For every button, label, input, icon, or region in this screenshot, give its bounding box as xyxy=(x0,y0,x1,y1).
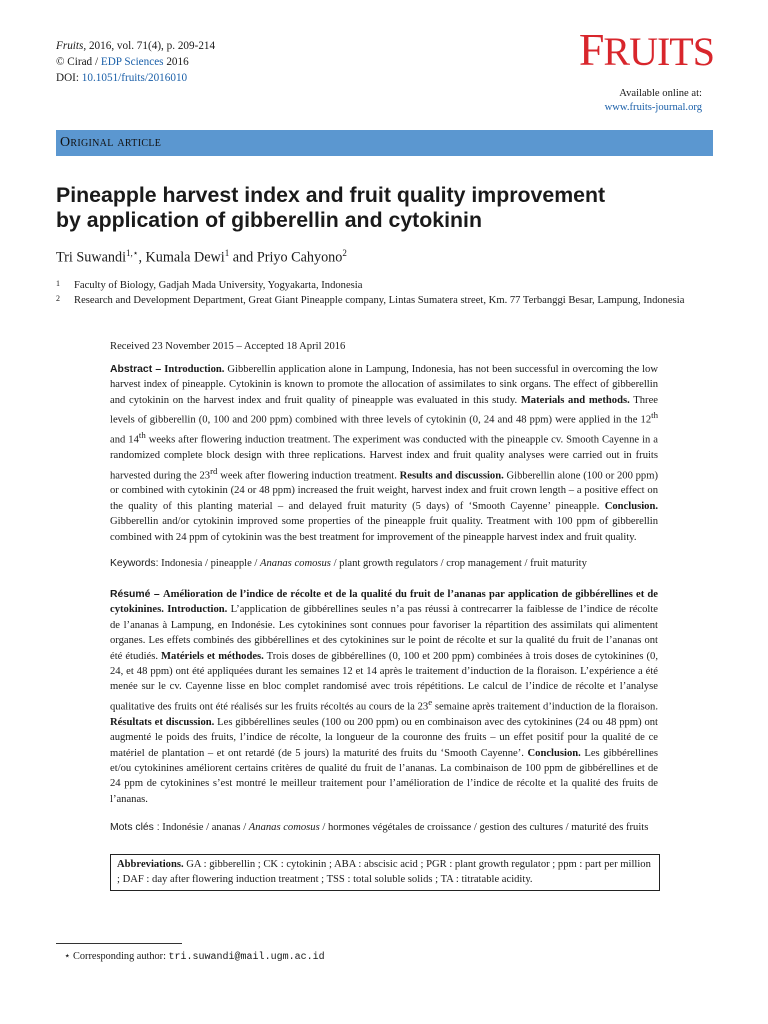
abstract-intro-text: Gibberellin application alone in Lampung, Indonesia, has not been successful in overcoming the low harvest index of pineapple. Cytokinin is known to promote the allocation of assimilates to sink organs. The effect of gibberellin and cytokinin on the harvest index and fruit quality of pineapple was evaluated in this study. xyxy=(110,364,658,406)
keywords-text: / plant growth regulators / crop management / fruit maturity xyxy=(330,558,587,569)
resume-intro-text: L’application de gibbérellines seules n’a pas réussi à contrecarrer la faiblesse de l’indice de récolte de l’ananas à Lampung, en Indonésie. Les cytokinines sont connues pour favoriser la répartition des assimilats qui alimentent organes. Les effets combinés des gibbérellines et des cytokinines sur le point de récolte et sur la qualité du fruit de l’ananas ont été étudiés. xyxy=(110,604,658,662)
affiliation-item xyxy=(56,279,706,294)
section-label: Original article xyxy=(60,135,162,150)
author-1: Tri Suwandi xyxy=(56,249,127,266)
publisher-link[interactable]: EDP Sciences xyxy=(100,56,164,68)
copyright-prefix: © Cirad / xyxy=(56,56,101,68)
author-2-affil: 1 xyxy=(224,248,230,258)
resume-label: Résumé – xyxy=(110,589,164,600)
journal-logo xyxy=(578,24,714,75)
affiliation-item xyxy=(56,294,706,309)
doi-link[interactable]: 10.1051/fruits/2016010 xyxy=(81,72,188,84)
abstract-label: Abstract – xyxy=(110,364,165,375)
abbreviations-label: Abbreviations. xyxy=(117,859,184,870)
citation-block xyxy=(56,38,215,86)
abstract-methods-text: weeks after flowering induction treatment. The experiment was conducted with the pineapple cv. Smooth Cayenne in a randomized complete block design with three replications. Harvest index and fruit quality analyses were carried out in fruits harvested during the 23 xyxy=(110,434,658,482)
footnote-label: Corresponding author: xyxy=(70,951,169,962)
doi-line xyxy=(56,70,215,86)
abbreviations-text: GA : gibberellin ; CK : cytokinin ; ABA : abscisic acid ; PGR : plant growth regulator ; ppm : part per million ; DAF : day after flowering induction treatment ; TSS : total soluble solids ; TA : titratable acidity. xyxy=(117,859,651,886)
logo-rest: RUITS xyxy=(603,29,714,74)
copyright-line xyxy=(56,54,215,70)
availability-label: Available online at: xyxy=(619,88,702,99)
keywords xyxy=(110,556,658,571)
volume-info: , 2016, vol. 71(4), p. 209-214 xyxy=(83,40,216,52)
footnote-marker: ⋆ xyxy=(64,951,71,962)
superscript: rd xyxy=(210,465,218,476)
affiliation-text: Faculty of Biology, Gadjah Mada University, Yogyakarta, Indonesia xyxy=(74,280,363,291)
citation-line xyxy=(56,38,215,54)
author-3: Priyo Cahyono xyxy=(256,249,343,266)
resume xyxy=(110,587,658,807)
abstract-methods-text: Three levels of gibberellin (0, 100 and 200 ppm) combined with three levels of cytokinin (0, 24 and 48 ppm) were applied in the 12 xyxy=(110,394,658,426)
resume-results-text: Les gibbérellines seules (100 ou 200 ppm) ou en combinaison avec des cytokinines (24 ou 48 ppm) ont augmenté le poids des fruits, l’indice de récolte, la longueur de la couronne des fruits – un effet positif pour la qualité de ce matériel de plantation – et ont retardé (de 5 jours) la maturité des fruits du ‘Smooth Cayenne’. xyxy=(110,716,658,759)
mots-cles-label: Mots clés : xyxy=(110,822,160,833)
author-2: Kumala Dewi xyxy=(145,249,225,266)
resume-results-heading: Résultats et discussion. xyxy=(110,716,215,728)
mots-cles-text: Indonésie / ananas / xyxy=(159,822,249,833)
copyright-year: 2016 xyxy=(163,56,189,68)
abstract-intro-heading: Introduction. xyxy=(164,364,225,375)
abstract-methods-text: and 14 xyxy=(110,434,139,446)
corresponding-email[interactable]: tri.suwandi@mail.ugm.ac.id xyxy=(168,952,325,963)
abbreviations-box xyxy=(110,854,660,891)
affiliation-number: 1 xyxy=(56,279,60,288)
abstract-results-text: Gibberellin alone (100 or 200 ppm) or combined with cytokinin (24 or 48 ppm) increased the fruit weight, harvest index and fruit crown length – a positive effect on the quality of this planting material – and delayed fruit maturity (5 days) of ‘Smooth Cayenne’ pineapple. xyxy=(110,470,658,512)
mots-cles xyxy=(110,820,658,835)
author-separator: , xyxy=(138,249,146,266)
received-dates: Received 23 November 2015 – Accepted 18 April 2016 xyxy=(110,341,346,352)
footnote xyxy=(64,950,325,963)
resume-methods-heading: Matériels et méthodes. xyxy=(161,650,264,662)
resume-methods-text: semaine après traitement d’induction de la floraison. xyxy=(432,701,658,713)
availability-block xyxy=(605,87,702,115)
keywords-label: Keywords: xyxy=(110,558,159,569)
resume-conclusion-text: Les gibbérellines et/ou cytokinines améliorent certains critères de qualité du fruit de l’ananas. La combinaison de 100 ppm de gibbérellines et de 24 ppm de cytokinines s’est montré le meilleur traitement pour l’amélioration de l’indice de récolte et la qualité des fruits de l’ananas. xyxy=(110,747,659,805)
resume-title: Amélioration de l’indice de récolte et de la qualité du fruit de l’ananas par application de gibbérellines et de cytokinines. xyxy=(110,589,658,616)
doi-label: DOI: xyxy=(56,72,82,84)
journal-website-link[interactable]: www.fruits-journal.org xyxy=(604,102,702,113)
author-3-affil: 2 xyxy=(342,248,347,258)
abstract-conclusion-text: Gibberellin and/or cytokinin improved some properties of the pineapple fruit quality. Treatment with 100 ppm of gibberellin combined with 24 ppm of cytokinin was the best treatment for improvement of the pineapple harvest index and fruit quality. xyxy=(110,516,658,543)
superscript: th xyxy=(651,410,658,421)
resume-intro-heading: Introduction. xyxy=(167,604,228,616)
footnote-divider xyxy=(56,943,182,944)
title-line-2: by application of gibberellin and cytokinin xyxy=(56,208,482,232)
logo-first-letter: F xyxy=(578,24,604,75)
mots-cles-species: Ananas comosus xyxy=(248,822,320,833)
abstract-methods-text: week after flowering induction treatment. xyxy=(217,470,400,482)
article-title xyxy=(56,183,696,233)
author-separator: and xyxy=(229,249,257,266)
superscript: e xyxy=(428,696,433,707)
mots-cles-text: / hormones végétales de croissance / gestion des cultures / maturité des fruits xyxy=(319,822,649,833)
abstract-results-heading: Results and discussion. xyxy=(399,470,504,482)
journal-name: Fruits xyxy=(56,40,84,52)
keywords-text: Indonesia / pineapple / xyxy=(158,558,261,569)
abstract-methods-heading: Materials and methods. xyxy=(520,394,630,406)
title-line-1: Pineapple harvest index and fruit quality improvement xyxy=(56,183,606,207)
abstract-conclusion-heading: Conclusion. xyxy=(604,500,658,512)
resume-methods-text: Trois doses de gibbérellines (0, 100 et 200 ppm) combinées à trois doses de cytokinines (0, 24, et 48 ppm) ont été appliquées durant les semaines 12 et 14 après le traitement d’induction de la floraison. L’expérience a été menée sur le cv. Cayenne lisse en bloc complet randomisé avec trois répétitions. Le calcul de l’indice de récolte et l’analyse qualitative des fruits ont été réalisés sur les fruits récoltés au cours de la 23 xyxy=(110,650,658,713)
affiliation-text: Research and Development Department, Great Giant Pineapple company, Lintas Sumatera street, Km. 77 Terbanggi Besar, Lampung, Indonesia xyxy=(74,294,685,306)
author-1-affil: 1,⋆ xyxy=(126,248,139,258)
section-banner xyxy=(56,130,713,156)
resume-conclusion-heading: Conclusion. xyxy=(527,747,581,759)
author-list xyxy=(56,248,347,267)
affiliations xyxy=(56,279,706,308)
keywords-species: Ananas comosus xyxy=(260,558,331,569)
affiliation-number: 2 xyxy=(56,293,60,303)
abstract xyxy=(110,362,658,545)
superscript: th xyxy=(138,430,146,441)
